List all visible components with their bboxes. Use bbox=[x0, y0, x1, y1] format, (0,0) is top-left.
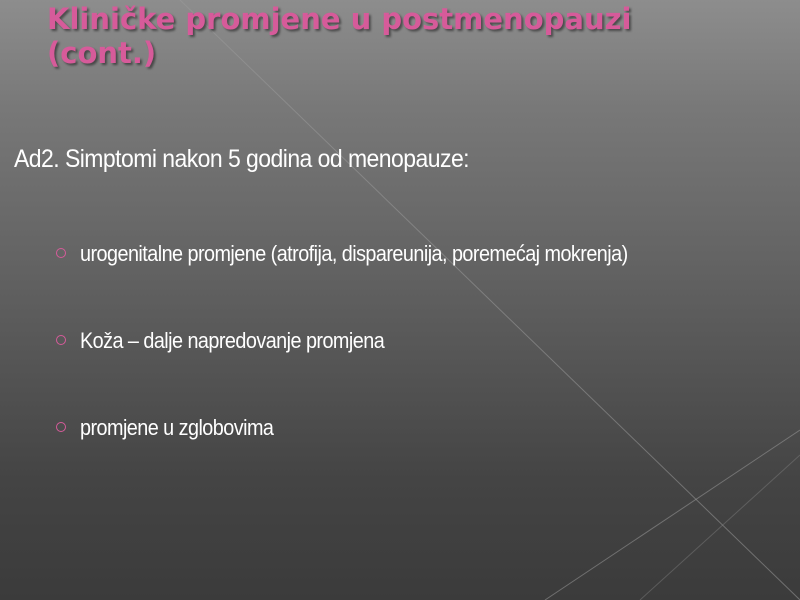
hollow-circle-bullet-icon bbox=[56, 248, 66, 258]
hollow-circle-bullet-icon bbox=[56, 422, 66, 432]
bullet-text: promjene u zglobovima bbox=[80, 415, 274, 440]
slide-title bbox=[47, 2, 777, 70]
bullet-text: urogenitalne promjene (atrofija, dispareunija, poremećaj mokrenja) bbox=[80, 241, 628, 266]
intro-text: Ad2. Simptomi nakon 5 godina od menopauze: bbox=[14, 145, 470, 173]
bullet-text: Koža – dalje napredovanje promjena bbox=[80, 328, 385, 353]
hollow-circle-bullet-icon bbox=[56, 335, 66, 345]
slide-title-line1: Kliničke promjene u postmenopauzi bbox=[47, 2, 632, 36]
slide-title-line2: (cont.) bbox=[47, 36, 157, 70]
